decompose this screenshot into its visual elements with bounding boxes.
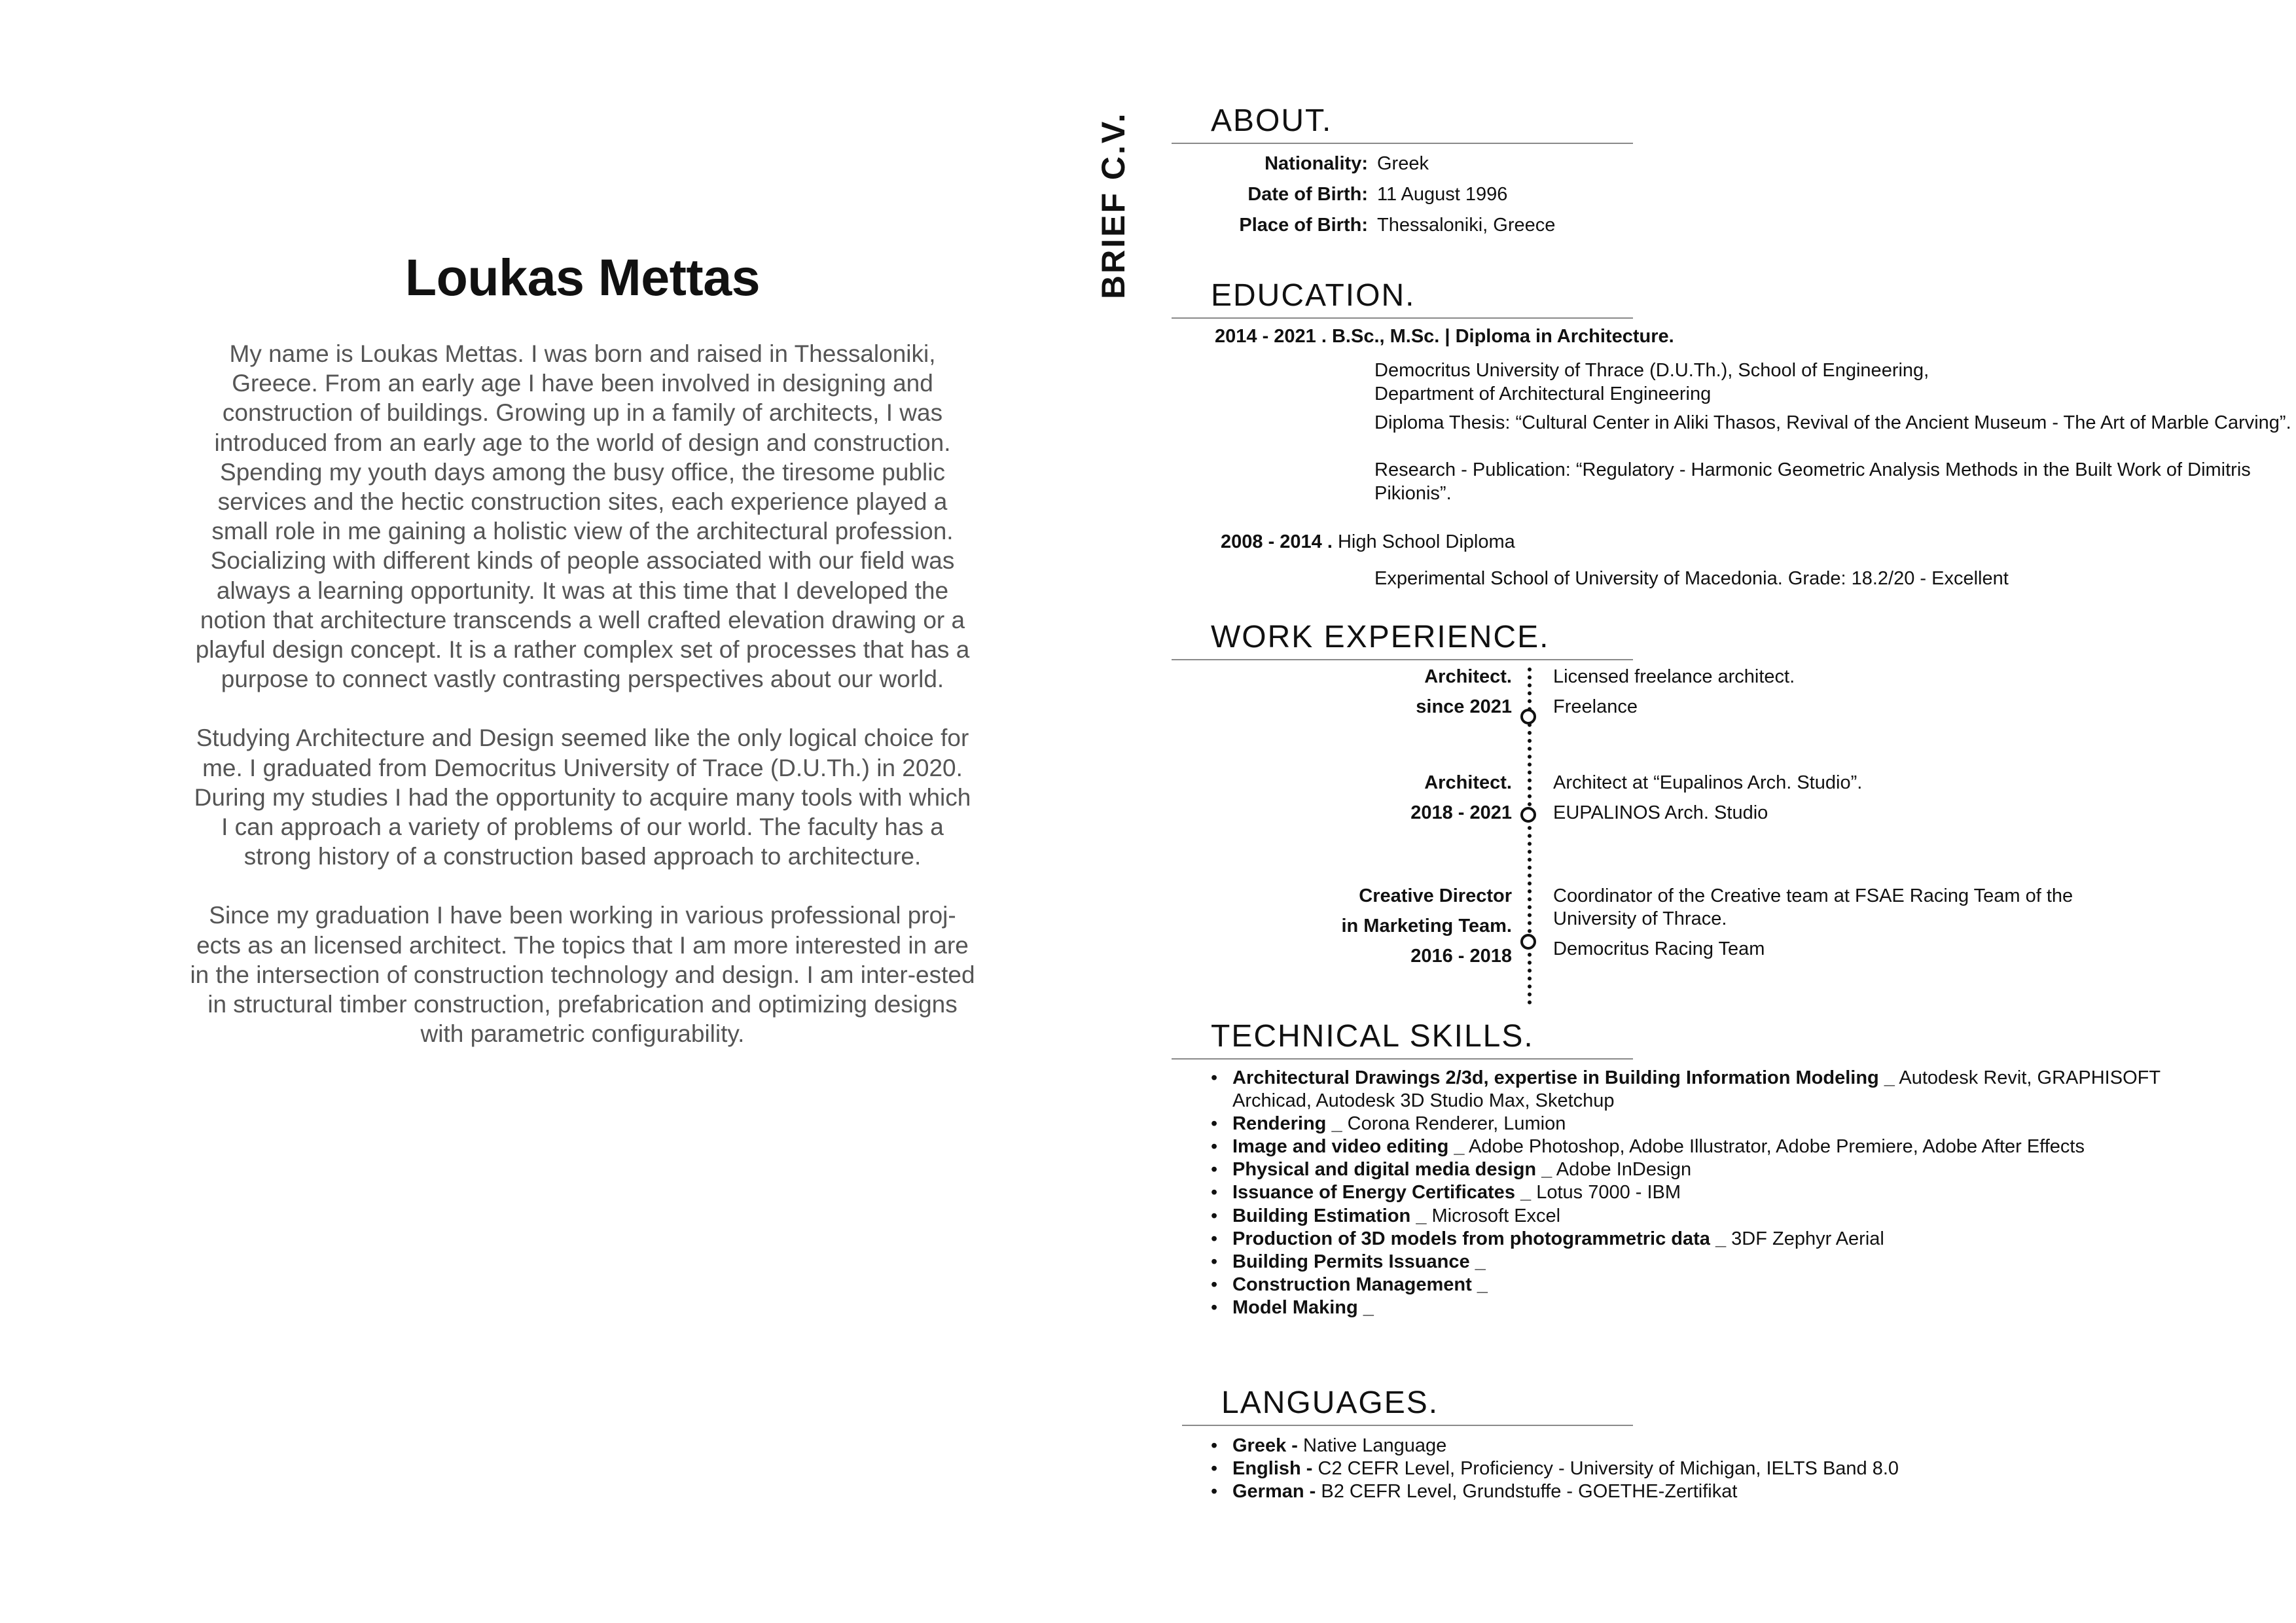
- education-school: Experimental School of University of Macedonia. Grade: 18.2/20 - Excellent: [1374, 568, 2009, 589]
- list-item: [1211, 1113, 2161, 1135]
- about-row-nationality: [1152, 153, 1806, 175]
- list-item: [1211, 1135, 2161, 1158]
- work-rule: [1172, 659, 1633, 660]
- about-row-dob: [1152, 184, 1806, 205]
- about-row-pob: [1152, 215, 1806, 236]
- skill-key: Physical and digital media design _: [1232, 1159, 1552, 1181]
- list-item: [1211, 1435, 1899, 1457]
- skill-key: Construction Management _: [1232, 1274, 1488, 1295]
- education-research-cont: Pikionis”.: [1374, 483, 1452, 504]
- skill-key: Model Making _: [1232, 1296, 1374, 1318]
- work-period: 2016 - 2018: [1410, 946, 1512, 967]
- person-name: Loukas Mettas: [404, 248, 761, 306]
- skills-rule: [1172, 1058, 1633, 1060]
- skill-key: Production of 3D models from photogrammetric data _: [1232, 1228, 1727, 1249]
- skill-value-cont: Archicad, Autodesk 3D Studio Max, Sketchup: [1232, 1090, 1615, 1112]
- work-role: Architect.: [1424, 772, 1512, 793]
- about-label: Place of Birth:: [1239, 215, 1368, 236]
- list-item: [1211, 1251, 2161, 1274]
- work-description: Coordinator of the Creative team at FSAE Racing Team of the: [1553, 885, 2073, 906]
- skill-key: Image and video editing _: [1232, 1136, 1465, 1158]
- research-label: Research - Publication: [1374, 459, 1566, 480]
- work-role: Creative Director: [1359, 885, 1512, 906]
- language-value: C2 CEFR Level, Proficiency - University of Michigan, IELTS Band 8.0: [1312, 1458, 1899, 1480]
- education-heading: [1221, 530, 1515, 554]
- thesis-label: Diploma Thesis: [1374, 412, 1505, 433]
- list-item: [1211, 1274, 2161, 1296]
- education-school: Democritus University of Thrace (D.U.Th.), School of Engineering,: [1374, 360, 1929, 381]
- vertical-title: BRIEF C.V.: [1095, 111, 1132, 299]
- education-research: [1374, 458, 2251, 482]
- skill-value: Microsoft Excel: [1426, 1205, 1561, 1226]
- work-period: 2018 - 2021: [1410, 802, 1512, 823]
- skills-list: [1211, 1067, 2161, 1319]
- education-title: EDUCATION.: [1211, 278, 1416, 313]
- skill-key: Building Permits Issuance _: [1232, 1251, 1486, 1272]
- intro-paragraph: My name is Loukas Mettas. I was born and raised in Thessaloniki, Greece. From an early age I have been involved in designing and construction of buildings. Growing up in a family of architects, I was introduced from an early age to the world of design and construction. Spending my youth days among the busy office, the tiresome public services and the hectic construction sites, each experience played a small role in me gaining a holistic view of the architectural profession. Socializing with different kinds of people associated with our field was always a learning opportunity. It was at this time that I developed the notion that architecture transcends a well crafted elevation drawing or a playful design concept. It is a rather complex set of processes that has a purpose to connect vastly contrasting perspectives about our world.: [195, 340, 970, 693]
- about-label: Nationality:: [1265, 153, 1368, 174]
- intro-paragraph: Since my graduation I have been working in various professional proj-ects as an licensed architect. The topics that I am more interested in are in the intersection of construction technology and design. I am inter-ested in structural timber construction, prefabrication and optimizing designs with parametric configurability.: [190, 902, 975, 1048]
- timeline-node: [1520, 934, 1536, 950]
- work-organization: EUPALINOS Arch. Studio: [1553, 802, 1768, 823]
- language-key: English -: [1232, 1458, 1313, 1480]
- list-item: [1211, 1228, 2161, 1251]
- education-degree: High School Diploma: [1332, 531, 1515, 552]
- list-item: [1211, 1067, 2161, 1113]
- list-item: [1211, 1480, 1899, 1503]
- about-rule: [1172, 143, 1633, 144]
- skill-value: Adobe Photoshop, Adobe Illustrator, Adobe Premiere, Adobe After Effects: [1464, 1136, 2085, 1158]
- language-key: German -: [1232, 1481, 1316, 1503]
- work-role: Architect.: [1424, 666, 1512, 687]
- languages-list: [1211, 1435, 1899, 1503]
- skill-value: Lotus 7000 - IBM: [1531, 1182, 1681, 1204]
- work-title: WORK EXPERIENCE.: [1211, 620, 1550, 654]
- list-item: [1211, 1296, 2161, 1319]
- about-label: Date of Birth:: [1247, 184, 1368, 205]
- education-thesis: [1374, 411, 2291, 435]
- about-value: Thessaloniki, Greece: [1377, 215, 1556, 236]
- about-value: 11 August 1996: [1377, 184, 1508, 205]
- skills-title: TECHNICAL SKILLS.: [1211, 1019, 1534, 1054]
- education-department: Department of Architectural Engineering: [1374, 383, 1712, 404]
- intro-paragraph: Studying Architecture and Design seemed like the only logical choice for me. I graduated from Democritus University of Trace (D.U.Th.) in 2020. During my studies I had the opportunity to acquire many tools with which I can approach a variety of problems of our world. The faculty has a strong history of a construction based approach to architecture.: [194, 724, 971, 870]
- skill-key: Building Estimation _: [1232, 1205, 1427, 1226]
- languages-title: LANGUAGES.: [1221, 1385, 1439, 1420]
- education-heading: 2014 - 2021 . B.Sc., M.Sc. | Diploma in Architecture.: [1215, 326, 1674, 347]
- languages-rule: [1182, 1425, 1633, 1426]
- timeline-node: [1520, 709, 1536, 724]
- language-value: B2 CEFR Level, Grundstuffe - GOETHE-Zertifikat: [1316, 1481, 1738, 1503]
- skill-value: Adobe InDesign: [1552, 1159, 1692, 1181]
- skill-key: Issuance of Energy Certificates _: [1232, 1182, 1532, 1204]
- list-item: [1211, 1181, 2161, 1204]
- list-item: [1211, 1158, 2161, 1181]
- work-period: since 2021: [1416, 696, 1512, 717]
- skill-key: Architectural Drawings 2/3d, expertise in Building Information Modeling _: [1232, 1067, 1895, 1088]
- research-text: : “Regulatory - Harmonic Geometric Analysis Methods in the Built Work of Dimitris: [1565, 459, 2251, 480]
- about-title: ABOUT.: [1211, 103, 1333, 138]
- language-key: Greek -: [1232, 1435, 1298, 1456]
- work-description: Licensed freelance architect.: [1553, 666, 1795, 687]
- work-organization: Freelance: [1553, 696, 1638, 717]
- education-rule: [1172, 317, 1633, 319]
- skill-value: 3DF Zephyr Aerial: [1726, 1228, 1884, 1249]
- language-value: Native Language: [1297, 1435, 1447, 1456]
- work-role: in Marketing Team.: [1341, 916, 1512, 936]
- timeline-node: [1520, 807, 1536, 823]
- list-item: [1211, 1457, 1899, 1480]
- work-organization: Democritus Racing Team: [1553, 938, 1765, 959]
- thesis-text: : “Cultural Center in Aliki Thasos, Revival of the Ancient Museum - The Art of Marble Carving”.: [1505, 412, 2291, 433]
- education-years: 2008 - 2014 .: [1221, 531, 1333, 552]
- about-value: Greek: [1377, 153, 1429, 174]
- list-item: [1211, 1205, 2161, 1228]
- intro-text: [190, 339, 975, 1078]
- skill-key: Rendering _: [1232, 1113, 1342, 1135]
- work-description: Architect at “Eupalinos Arch. Studio”.: [1553, 772, 1863, 793]
- skill-value: Autodesk Revit, GRAPHISOFT: [1894, 1067, 2161, 1088]
- work-description: University of Thrace.: [1553, 908, 1727, 929]
- skill-value: Corona Renderer, Lumion: [1342, 1113, 1566, 1135]
